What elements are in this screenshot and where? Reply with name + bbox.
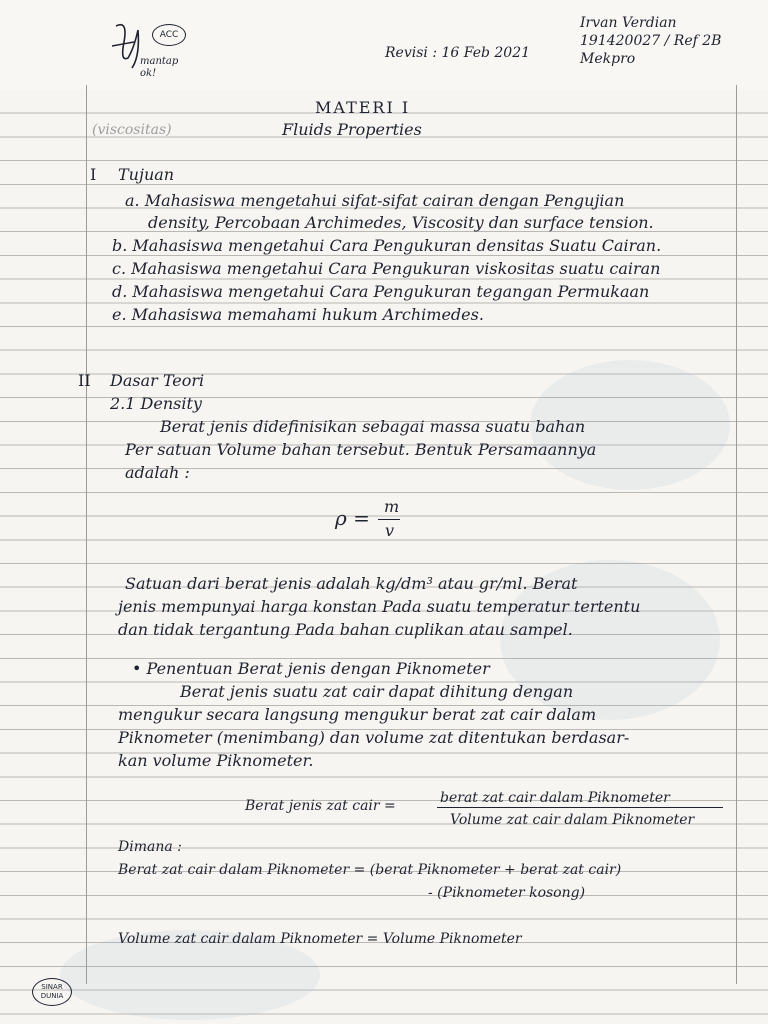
- objective-line: a. Mahasiswa mengetahui sifat-sifat cairan dengan Pengujian: [125, 191, 625, 210]
- definition-line: Volume zat cair dalam Piknometer = Volume Piknometer: [118, 931, 522, 947]
- fraction-bar: [378, 519, 400, 520]
- definition-line: Berat zat cair dalam Piknometer = (berat Piknometer + berat zat cair): [118, 862, 622, 878]
- formula-lhs: ρ =: [335, 506, 370, 530]
- paragraph-line: dan tidak tergantung Pada bahan cuplikan atau sampel.: [118, 620, 573, 639]
- formula-numerator: m: [384, 497, 400, 516]
- paragraph-line: Piknometer (menimbang) dan volume zat ditentukan berdasar-: [118, 728, 630, 747]
- signature-note: mantap ok!: [140, 56, 179, 79]
- objective-line: b. Mahasiswa mengetahui Cara Pengukuran densitas Suatu Cairan.: [112, 236, 662, 255]
- section-number: II: [78, 371, 91, 390]
- formula2-denominator: Volume zat cair dalam Piknometer: [450, 812, 695, 828]
- paragraph-line: Berat jenis didefinisikan sebagai massa suatu bahan: [160, 417, 586, 436]
- page-subtitle: Fluids Properties: [282, 120, 422, 139]
- student-name: Irvan Verdian: [580, 15, 677, 31]
- dimana-label: Dimana :: [118, 839, 182, 855]
- student-id: 191420027 / Ref 2B: [580, 33, 722, 49]
- objective-line: e. Mahasiswa memahami hukum Archimedes.: [112, 305, 484, 324]
- left-margin-line: [86, 85, 87, 984]
- definition-line: - (Piknometer kosong): [428, 885, 586, 901]
- paragraph-line: Berat jenis suatu zat cair dapat dihitung dengan: [180, 682, 574, 701]
- formula-denominator: v: [385, 521, 395, 540]
- section-number: I: [90, 165, 97, 184]
- acc-stamp: ACC: [152, 24, 186, 46]
- crossed-out-word: (viscositas): [92, 122, 172, 138]
- revision-date: Revisi : 16 Feb 2021: [385, 45, 531, 61]
- paragraph-line: jenis mempunyai harga konstan Pada suatu temperatur tertentu: [118, 597, 641, 616]
- right-margin-line: [736, 85, 737, 984]
- objective-line: density, Percobaan Archimedes, Viscosity dan surface tension.: [148, 213, 654, 232]
- fraction-bar: [437, 807, 723, 808]
- section-heading: Tujuan: [118, 165, 175, 184]
- paragraph-line: Satuan dari berat jenis adalah kg/dm³ atau gr/ml. Berat: [125, 574, 578, 593]
- section-heading: Dasar Teori: [110, 371, 205, 390]
- formula2-lhs: Berat jenis zat cair =: [245, 798, 396, 814]
- paragraph-line: kan volume Piknometer.: [118, 751, 314, 770]
- paragraph-line: mengukur secara langsung mengukur berat zat cair dalam: [118, 705, 597, 724]
- formula2-numerator: berat zat cair dalam Piknometer: [440, 790, 670, 806]
- subsection-heading: 2.1 Density: [110, 394, 202, 413]
- paragraph-line: Per satuan Volume bahan tersebut. Bentuk Persamaannya: [125, 440, 597, 459]
- objective-line: c. Mahasiswa mengetahui Cara Pengukuran viskositas suatu cairan: [112, 259, 661, 278]
- paragraph-line: adalah :: [125, 463, 190, 482]
- objective-line: d. Mahasiswa mengetahui Cara Pengukuran tegangan Permukaan: [112, 282, 650, 301]
- department: Mekpro: [580, 51, 636, 67]
- page-title: MATERI I: [315, 98, 411, 117]
- notebook-brand-logo: SINAR DUNIA: [32, 978, 72, 1006]
- bullet-heading: • Penentuan Berat jenis dengan Piknometer: [132, 659, 490, 678]
